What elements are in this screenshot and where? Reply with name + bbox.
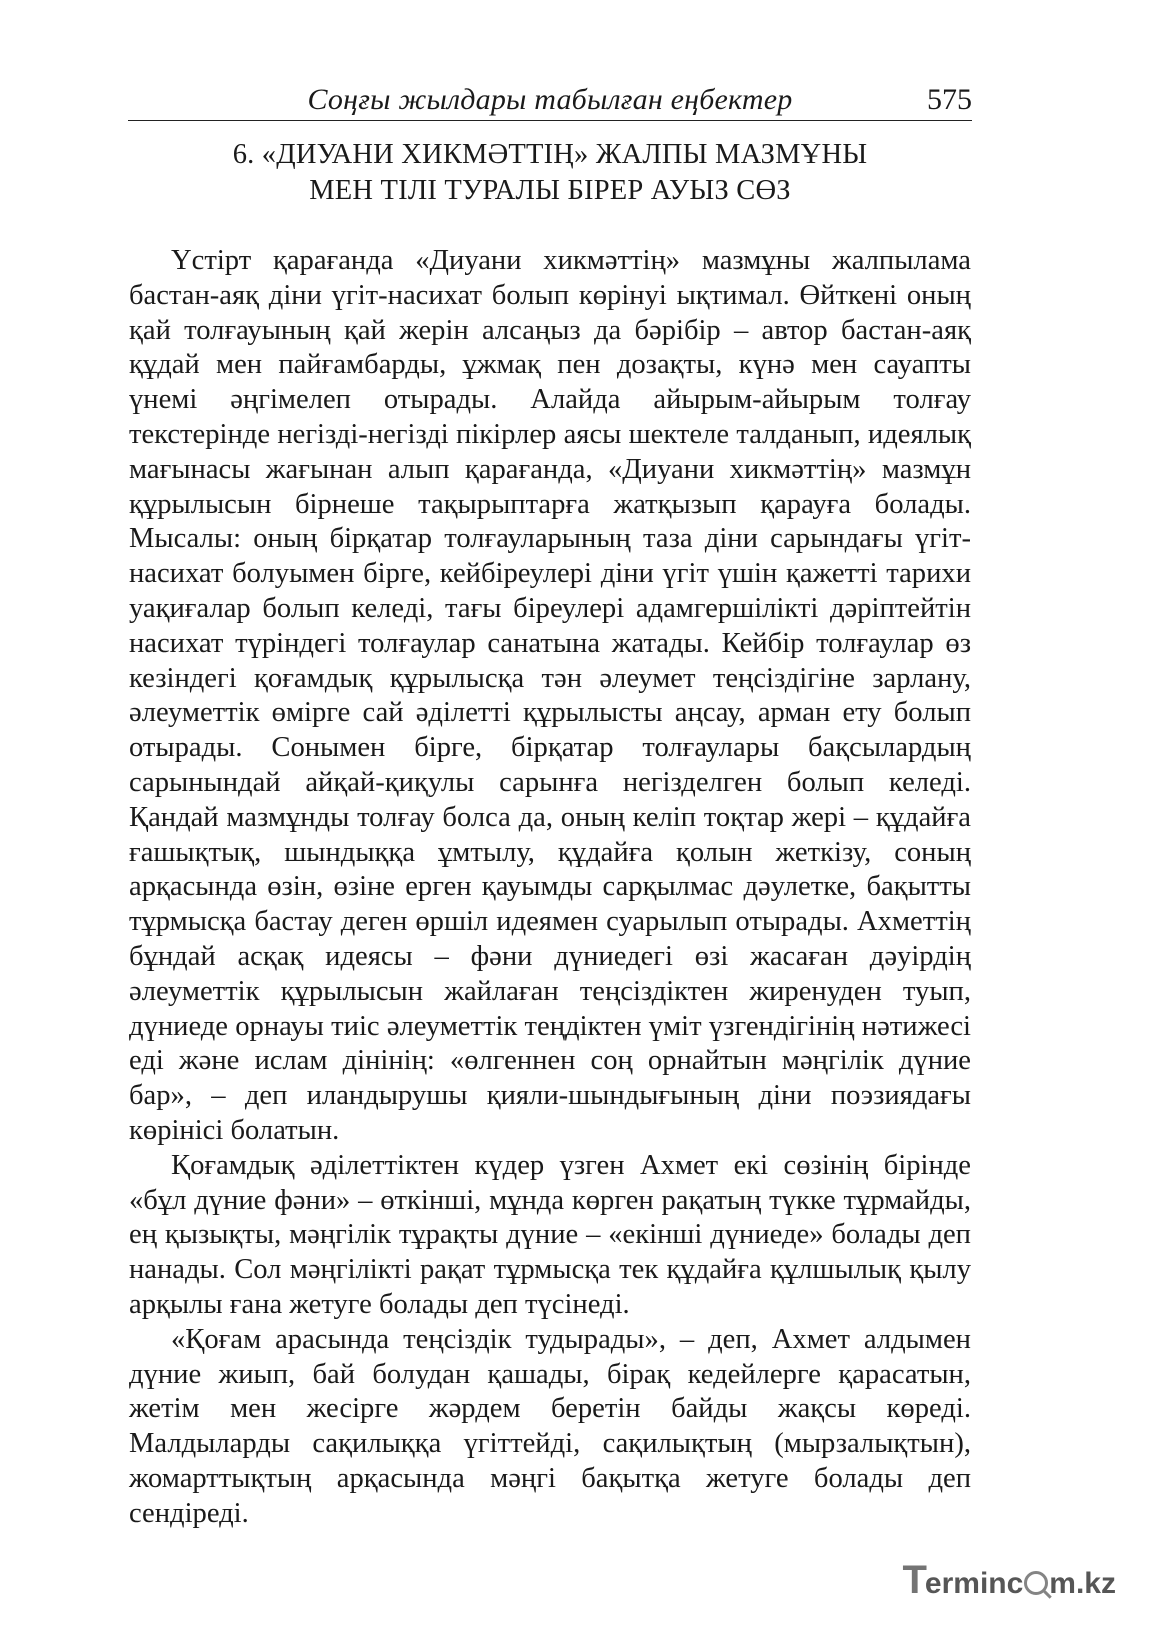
watermark-part-2: c [1006, 1567, 1024, 1600]
chapter-title-line-1: 6. «ДИУАНИ ХИКМӘТТІҢ» ЖАЛПЫ МАЗМҰНЫ [232, 139, 868, 170]
magnifier-icon [1024, 1571, 1048, 1595]
termincom-watermark [902, 1558, 1116, 1603]
chapter-heading [128, 137, 972, 209]
paragraph-3: «Қоғам арасында теңсіздік тудырады», – деп, Ахмет алдымен дүние жиып, бай болудан қашады, бірақ кедейлерге қарасатын, жетім мен жесірге жәрдем беретін байды жақсы көреді. Малдыларды сақилыққа үгіттейді, сақилықтың (мырзалықтын), жомарттықтың арқасында мәңгі бақытқа жетуге болады деп сендіреді. [129, 1323, 971, 1529]
chapter-title-line-2: МЕН ТІЛІ ТУРАЛЫ БІРЕР АУЫЗ СӨЗ [309, 175, 791, 206]
running-header [128, 80, 972, 121]
watermark-lead-letter: T [902, 1558, 927, 1602]
watermark-part-3: m.kz [1049, 1567, 1116, 1600]
watermark-part-1: ermin [924, 1567, 1007, 1600]
running-title: Соңғы жылдары табылған еңбектер [307, 83, 793, 116]
page-number: 575 [927, 83, 972, 116]
paragraph-2: Қоғамдық әділеттіктен күдер үзген Ахмет екі сөзінің бірінде «бұл дүние фәни» – өткінші, мұнда көрген рақатың түкке тұрмайды, ең қызықты, мәңгілік тұрақты дүние – «екінші дүниеде» болады деп нанады. Сол мәңгілікті рақат тұрмысқа тек құдайға құлшылық қылу арқылы ғана жетуге болады деп түсінеді. [129, 1149, 971, 1320]
paragraph-1: Үстірт қарағанда «Диуани хикмәттің» мазмұны жалпылама бастан-аяқ діни үгіт-насихат болып көрінуі ықтимал. Өйткені оның қай толғауының қай жерін алсаңыз да бәрібір – автор бастан-аяқ құдай мен пайғамбарды, ұжмақ пен дозақты, күнә мен сауапты үнемі әңгімелеп отырады. Алайда айырым-айырым толғау текстерінде негізді-негізді пікірлер аясы шектеле талданып, идеялық мағынасы жағынан алып қарағанда, «Диуани хикмәттің» мазмұн құрылысын бірнеше тақырыптарға жатқызып қарауға болады. Мысалы: оның бірқатар толғауларының таза діни сарындағы үгіт-насихат болуымен бірге, кейбіреулері діни үгіт үшін қажетті тарихи уақиғалар болып келеді, тағы біреулері адамгершілікті дәріптейтін насихат түріндегі толғаулар санатына жатады. Кейбір толғаулар өз кезіндегі қоғамдық құрылысқа тән әлеумет теңсіздігіне зарлану, әлеуметтік өмірге сай әділетті құрылысты аңсау, арман ету болып отырады. Сонымен бірге, бірқатар толғаулары бақсылардың сарынындай айқай-қиқулы сарынға негізделген болып келеді. Қандай мазмұнды толғау болса да, оның келіп тоқтар жері – құдайға ғашықтық, шындыққа ұмтылу, құдайға қолын жеткізу, соның арқасында өзін, өзіне ерген қауымды сарқылмас дәулетке, бақытты тұрмысқа бастау деген өршіл идеямен суарылып отырады. Ахметтің бұндай асқақ идеясы – фәни дүниедегі өзі жасаған дәуірдің әлеуметтік құрылысын жайлаған теңсіздіктен жиренуден туып, дүниеде орнауы тиіс әлеуметтік теңдіктен үміт үзгендігінің нәтижесі еді және ислам дінінің: «өлгеннен соң орнайтын мәңгілік дүние бар», – деп иландырушы қияли-шындығының діни поэзиядағы көрінісі болатын. [129, 245, 971, 1146]
body-text [129, 244, 971, 1531]
